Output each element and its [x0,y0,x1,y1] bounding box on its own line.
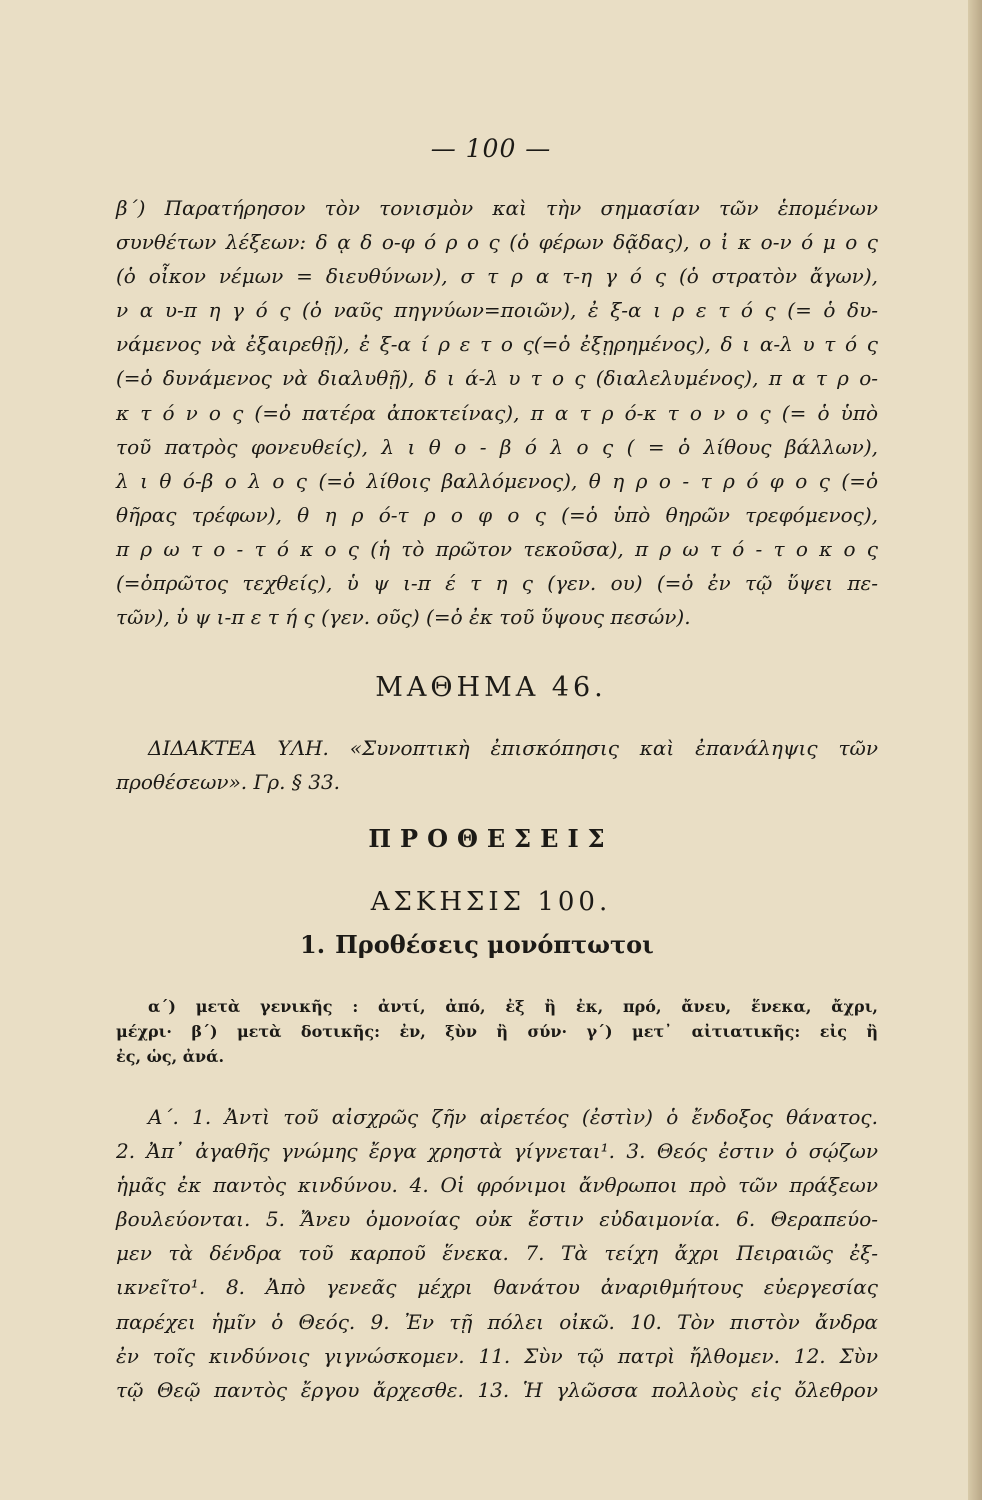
text-line: Α΄. 1. Ἀντὶ τοῦ αἰσχρῶς ζῆν αἱρετέος (ἐστὶν) ὁ ἔνδοξος θάνατος. [148,1105,878,1129]
exercise-title: ΑΣΚΗΣΙΣ 100. [370,887,612,917]
text-line: προθέσεων». Γρ. § 33. [116,770,341,795]
text-line: τοῦ πατρὸς φονευθείς), λ ι θ ο - β ό λ ο ς ( = ὁ λίθους βάλλων), [116,434,878,459]
text-line: 2. Ἀπ᾿ ἀγαθῆς γνώμης ἔργα χρηστὰ γίγνεται¹. 3. Θεός ἐστιν ὁ σῴζων [116,1139,878,1164]
text-line: ικνεῖτο¹. 8. Ἀπὸ γενεᾶς μέχρι θανάτου ἀναριθμήτους εὐεργεσίας [116,1275,878,1300]
text-line: λ ι θ ό-β ο λ ο ς (=ὁ λίθοις βαλλόμενος), θ η ρ ο - τ ρ ό φ ο ς (=ὁ [116,468,878,493]
text-line: κ τ ό ν ο ς (=ὁ πατέρα ἀποκτείνας), π α τ ρ ό-κ τ ο ν ο ς (= ὁ ὑπὸ [116,400,878,425]
text-line: μεν τὰ δένδρα τοῦ καρποῦ ἕνεκα. 7. Τὰ τείχη ἄχρι Πειραιῶς ἐξ- [116,1241,878,1266]
text-line: ΔΙΔΑΚΤΕΑ ΥΛΗ. «Συνοπτικὴ ἐπισκόπησις καὶ ἐπανάληψις τῶν [148,736,878,760]
text-line: παρέχει ἡμῖν ὁ Θεός. 9. Ἐν τῇ πόλει οἰκῶ. 10. Τὸν πιστὸν ἄνδρα [116,1309,878,1334]
text-line: ἐς, ὡς, ἀνά. [116,1047,225,1066]
text-line: συνθέτων λέξεων: δ ᾳ δ ο-φ ό ρ ο ς (ὁ φέρων δᾷδας), ο ἰ κ ο-ν ό μ ο ς [116,230,878,255]
text-line: (=ὁπρῶτος τεχθείς), ὑ ψ ι-π έ τ η ς (γεν. ου) (=ὁ ἐν τῷ ὕψει πε- [116,571,878,596]
subsection-heading [300,930,654,959]
text-line: θῆρας τρέφων), θ η ρ ό-τ ρ ο φ ο ς (=ὁ ὑπὸ θηρῶν τρεφόμενος), [116,502,878,527]
text-line: τῷ Θεῷ παντὸς ἔργου ἄρχεσθε. 13. Ἡ γλῶσσα πολλοὺς εἰς ὄλεθρον [116,1377,878,1402]
lesson-title: ΜΑΘΗΜΑ 46. [375,672,607,703]
page-binding-edge [968,0,982,1500]
text-line: (=ὁ δυνάμενος νὰ διαλυθῇ), δ ι ά-λ υ τ ο ς (διαλελυμένος), π α τ ρ ο- [116,366,878,391]
subsection-title: Προθέσεις μονόπτωτοι [335,930,654,959]
page-number: — 100 — [430,134,552,163]
prepositions-list [116,994,878,1069]
text-line: τῶν), ὑ ψ ι-π ε τ ή ς (γεν. οῦς) (=ὁ ἐκ τοῦ ὕψους πεσών). [116,605,691,630]
text-line: μέχρι· β΄) μετὰ δοτικῆς: ἐν, ξὺν ἢ σύν· γ΄) μετ᾿ αἰτιατικῆς: εἰς ἢ [116,1022,878,1041]
subsection-number: 1. [300,930,326,959]
didaktea-paragraph [116,731,878,799]
text-line: ἐν τοῖς κινδύνοις γιγνώσκομεν. 11. Σὺν τῷ πατρὶ ἤλθομεν. 12. Σὺν [116,1343,878,1368]
text-line: νάμενος νὰ ἐξαιρεθῇ), ἐ ξ-α ί ρ ε τ ο ς(=ὁ ἐξῃρημένος), δ ι α-λ υ τ ό ς [116,332,878,357]
text-line: βουλεύονται. 5. Ἄνευ ὁμονοίας οὐκ ἔστιν εὐδαιμονία. 6. Θεραπεύο- [116,1207,878,1232]
text-line: β΄) Παρατήρησον τὸν τονισμὸν καὶ τὴν σημασίαν τῶν ἑπομένων [116,196,878,220]
text-line: π ρ ω τ ο - τ ό κ ο ς (ἡ τὸ πρῶτον τεκοῦσα), π ρ ω τ ό - τ ο κ ο ς [116,536,878,561]
text-line: (ὁ οἶκον νέμων = διευθύνων), σ τ ρ α τ-η γ ό ς (ὁ στρατὸν ἄγων), [116,264,878,289]
section-title: ΠΡΟΘΕΣΕΙΣ [368,824,614,853]
text-line: ἡμᾶς ἐκ παντὸς κινδύνου. 4. Οἱ φρόνιμοι ἄνθρωποι πρὸ τῶν πράξεων [116,1173,878,1198]
text-line: α΄) μετὰ γενικῆς : ἀντί, ἀπό, ἐξ ἢ ἐκ, πρό, ἄνευ, ἕνεκα, ἄχρι, [148,997,878,1016]
text-line: ν α υ-π η γ ό ς (ὁ ναῦς πηγνύων=ποιῶν), ἐ ξ-α ι ρ ε τ ό ς (= ὁ δυ- [116,298,878,323]
exercise-text [116,1100,878,1407]
paragraph-beta [116,191,878,634]
